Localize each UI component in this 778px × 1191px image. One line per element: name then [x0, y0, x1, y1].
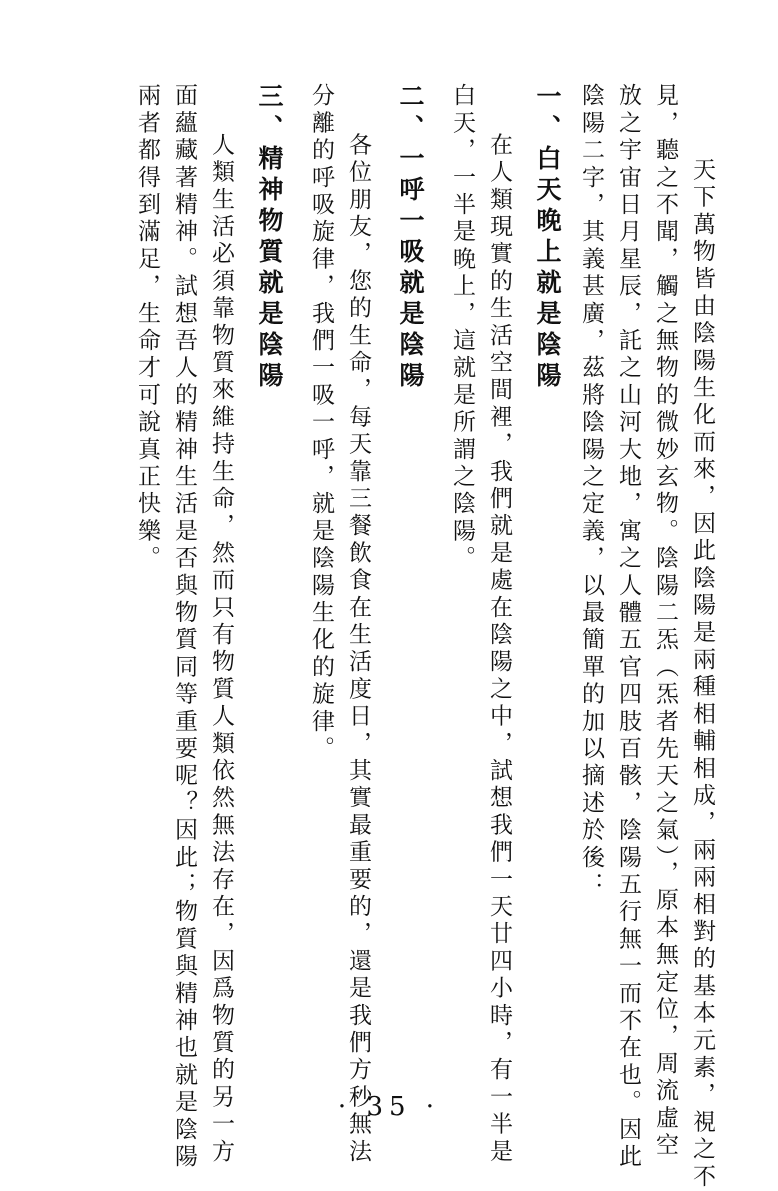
page-number: · 35 · [337, 1092, 441, 1122]
intro-line-2: 見，聽之不聞，觸之無物的微妙玄物。陰陽二炁（炁者先天之氣），原本無定位，周流虛空 [652, 83, 678, 1160]
section-3-line-1: 人類生活必須靠物質來維持生命，然而只有物質人類依然無法存在，因爲物質的另一方 [208, 105, 234, 1166]
section-2-heading: 二、一呼一吸就是陰陽 [396, 83, 425, 393]
section-3-heading: 三、精神物質就是陰陽 [255, 83, 284, 393]
section-1-heading: 一、白天晚上就是陰陽 [533, 83, 562, 393]
intro-line-4: 陰陽二字，其義甚廣，茲將陰陽之定義，以最簡單的加以摘述於後： [578, 83, 604, 899]
intro-line-1: 天下萬物皆由陰陽生化而來，因此陰陽是兩種相輔相成，兩兩相對的基本元素，視之不 [689, 130, 715, 1191]
section-1-line-2: 白天，一半是晚上，這就是所謂之陰陽。 [449, 83, 475, 573]
section-1-line-1: 在人類現實的生活空間裡，我們就是處在陰陽之中，試想我們一天廿四小時，有一半是 [486, 105, 512, 1166]
section-2-line-1: 各位朋友，您的生命，每天靠三餐飲食在生活度日，其實最重要的，還是我們方秒無法 [345, 105, 371, 1166]
section-2-line-2: 分離的呼吸旋律，我們一吸一呼，就是陰陽生化的旋律。 [308, 83, 334, 763]
section-3-line-2: 面蘊藏著精神。試想吾人的精神生活是否與物質同等重要呢？因此；物質與精神也就是陰陽 [171, 83, 197, 1171]
intro-line-3: 放之宇宙日月星辰，託之山河大地，寓之人體五官四肢百骸，陰陽五行無一而不在也。因此 [615, 83, 641, 1171]
section-3-line-3: 兩者都得到滿足，生命才可說真正快樂。 [134, 83, 160, 573]
